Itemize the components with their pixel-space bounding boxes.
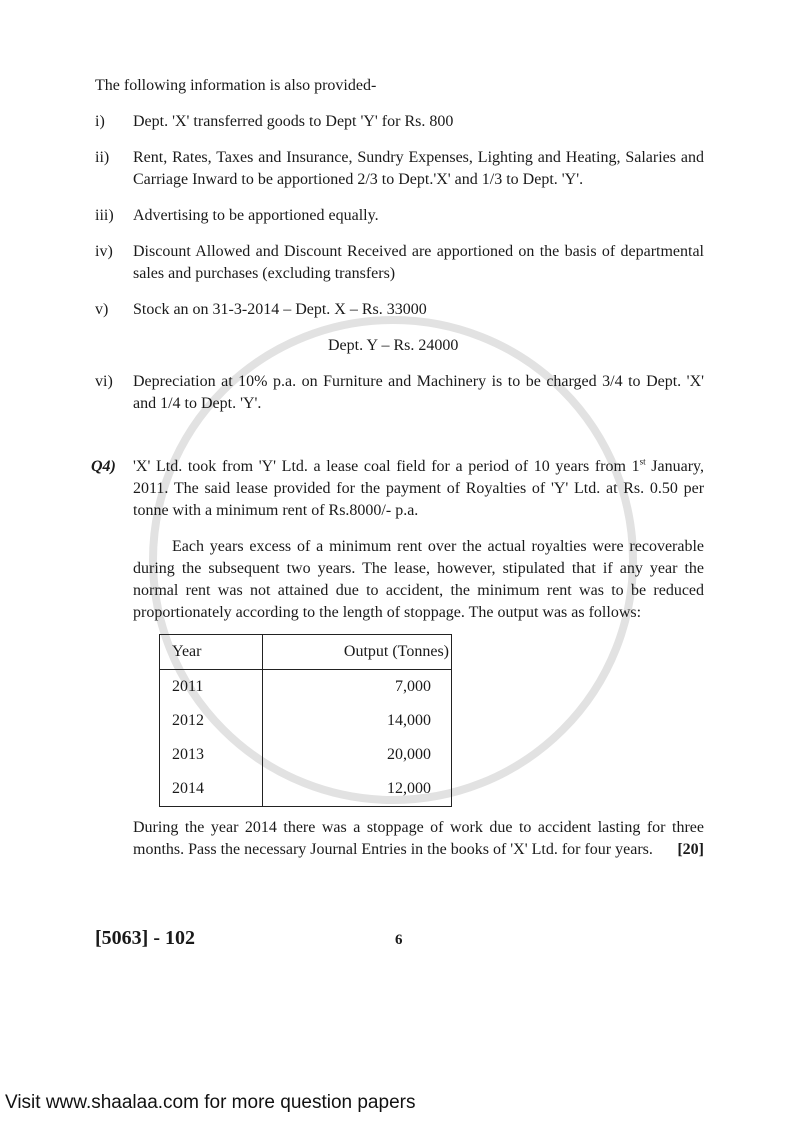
item-line: Stock an on 31-3-2014 – Dept. X – Rs. 33000 [133, 301, 427, 318]
list-item [95, 111, 704, 133]
list-item [95, 147, 704, 191]
paragraph [133, 536, 704, 624]
table-header [160, 635, 452, 670]
paper-code: [5063] - 102 [95, 927, 195, 949]
closing-line: During the year 2014 there was a stoppage of work due to accident lasting for [133, 819, 666, 836]
item-line: Advertising to be apportioned equally. [133, 207, 379, 224]
list-item [95, 205, 704, 227]
cell: 7,000 [263, 670, 452, 705]
closing-paragraph [133, 817, 704, 861]
item-line: Rent, Rates, Taxes and Insurance, Sundry Expenses, Lighting and Heating, [133, 149, 621, 166]
question-number: Q4) [91, 458, 116, 475]
table-row [160, 738, 452, 772]
question-body [133, 456, 704, 861]
item-line: Dept. Y – Rs. 24000 [328, 337, 459, 354]
list-item [95, 241, 704, 285]
item-line: Dept. 'Y'. [522, 171, 584, 188]
item-text [133, 205, 704, 227]
item-number: iv) [95, 243, 113, 260]
closing-line: three months. Pass the necessary Journal Entries in the books of 'X' Ltd. for [133, 819, 704, 858]
item-line: Dept. 'X' and 1/4 to Dept. 'Y'. [133, 373, 705, 412]
paragraph-line: rent was to be reduced proportionately according to the length of stoppage. [133, 582, 705, 621]
item-number: i) [95, 113, 105, 130]
item-line: departmental sales and purchases (excluding transfers) [133, 243, 704, 282]
table-row [160, 670, 452, 705]
item-number: vi) [95, 373, 113, 390]
table-row [160, 772, 452, 807]
item-line: Depreciation at 10% p.a. on Furniture and Machinery is to be charged 3/4 to [133, 373, 641, 390]
item-text [133, 299, 704, 357]
question-line: January, 2011. The said lease provided for the payment of Royalties of 'Y' [133, 458, 704, 497]
item-text [133, 111, 704, 133]
header-cell: Output (Tonnes) [263, 635, 452, 670]
item-text [133, 241, 704, 285]
cell: 2014 [160, 772, 263, 807]
question-4 [91, 456, 705, 861]
cell: 14,000 [263, 704, 452, 738]
item-line: Salaries and Carriage Inward to be apportioned 2/3 to Dept.'X' and 1/3 to [133, 149, 705, 188]
question-line: Ltd. at Rs. 0.50 per tonne with a minimum rent of Rs.8000/- p.a. [133, 480, 705, 519]
item-number: v) [95, 301, 109, 318]
cell: 12,000 [263, 772, 452, 807]
footer [95, 927, 704, 951]
header-cell: Year [160, 635, 263, 670]
paragraph-line: Each years excess of a minimum rent over the actual royalties were [172, 538, 624, 555]
cell: 2012 [160, 704, 263, 738]
page-number: 6 [395, 932, 403, 948]
website-notice: Visit www.shaalaa.com for more question papers [5, 1092, 416, 1113]
superscript: st [639, 456, 646, 467]
question-text [133, 456, 704, 522]
paragraph-line: recoverable during the subsequent two years. The lease, however, stipulated [133, 538, 705, 577]
table-row [160, 704, 452, 738]
cell: 2013 [160, 738, 263, 772]
item-line: Dept. 'X' transferred goods to Dept 'Y' for Rs. 800 [133, 113, 454, 130]
item-text [133, 371, 704, 415]
paragraph-line: that if any year the normal rent was not attained due to accident, the minimum [133, 560, 705, 599]
output-table [159, 634, 452, 807]
item-text [133, 147, 704, 191]
closing-line: four years. [584, 841, 653, 858]
item-line: Discount Allowed and Discount Received are apportioned on the basis of [133, 243, 616, 260]
list-item [95, 371, 704, 415]
question-line: 'X' Ltd. took from 'Y' Ltd. a lease coal field for a period of 10 years from 1 [133, 458, 640, 475]
paragraph-line: The output was as follows: [468, 604, 642, 621]
cell: 20,000 [263, 738, 452, 772]
cell: 2011 [160, 670, 263, 705]
intro-text: The following information is also provided- [95, 77, 377, 94]
item-number: ii) [95, 149, 110, 166]
item-number: iii) [95, 207, 114, 224]
marks: [20] [677, 841, 704, 858]
list-item [95, 299, 704, 357]
